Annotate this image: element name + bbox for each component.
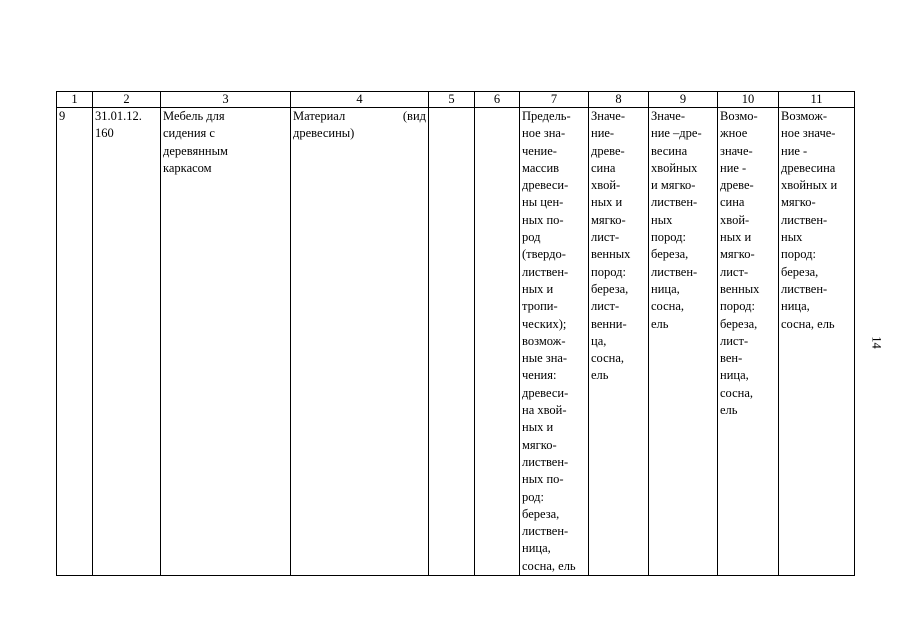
cell-text-line: Возмо- xyxy=(720,109,758,123)
cell-text-line: деревянным xyxy=(163,143,228,158)
cell-text-line: береза, xyxy=(720,316,758,331)
cell-text-line: пород: xyxy=(651,230,686,245)
cell-text-line: ных и xyxy=(720,230,752,245)
cell-text-line: ных по- xyxy=(522,212,564,227)
cell-text-line: лист- xyxy=(720,264,749,279)
cell-text-line: береза, xyxy=(522,506,560,521)
cell-text-line: ных по- xyxy=(522,472,564,487)
cell-value xyxy=(589,108,649,576)
cell-text-line: древесина xyxy=(781,160,836,175)
cell-text-line: хвой- xyxy=(720,212,750,227)
cell-text-line: ца, xyxy=(591,333,607,348)
cell-text-line: листвен- xyxy=(651,195,698,210)
cell-text-line: ных xyxy=(651,212,673,227)
cell-text-line: листвен- xyxy=(522,454,569,469)
cell-text-line: Мебель для xyxy=(163,109,225,123)
cell-text-line: пород: xyxy=(591,264,626,279)
cell-text-line: ние- xyxy=(591,126,615,141)
column-header: 8 xyxy=(589,92,649,108)
cell-text-line: сосна, xyxy=(651,299,685,314)
column-header: 11 xyxy=(779,92,855,108)
table-header-row xyxy=(57,92,855,108)
cell-text-line: лист- xyxy=(591,299,620,314)
cell-product-name xyxy=(161,108,291,576)
cell-text-line: вен- xyxy=(720,351,743,366)
cell-text-line: мягко- xyxy=(591,212,626,227)
cell-text-line: сина xyxy=(720,195,745,210)
column-header: 10 xyxy=(718,92,779,108)
cell-possible-value xyxy=(718,108,779,576)
cell-limit-value xyxy=(520,108,589,576)
cell-text-line: хвойных xyxy=(651,160,698,175)
cell-text-line: лист- xyxy=(591,230,620,245)
column-header: 7 xyxy=(520,92,589,108)
cell-text-line: жное xyxy=(720,126,748,141)
cell-text-line: древеси- xyxy=(522,178,569,193)
cell-text-line: хвой- xyxy=(591,178,621,193)
cell-text-line: массив xyxy=(522,160,560,175)
cell-text-line: Значе- xyxy=(591,109,625,123)
cell-text-line: ных и xyxy=(522,420,554,435)
cell-characteristic xyxy=(291,108,429,576)
cell-text-line: мягко- xyxy=(781,195,816,210)
column-header: 6 xyxy=(475,92,520,108)
cell-text-line: на хвой- xyxy=(522,403,567,418)
characteristic-text: древесины) xyxy=(293,126,355,141)
cell-text-line: (твердо- xyxy=(522,247,566,262)
column-header: 5 xyxy=(429,92,475,108)
cell-text-line: ние –дре- xyxy=(651,126,702,141)
cell-text-line: листвен- xyxy=(651,264,698,279)
cell-text-line: пород: xyxy=(720,299,755,314)
cell-text-line: ное зна- xyxy=(522,126,566,141)
cell-empty xyxy=(475,108,520,576)
cell-text-line: мягко- xyxy=(522,437,557,452)
cell-text-line: ческих); xyxy=(522,316,567,331)
cell-text-line: сосна, xyxy=(720,385,754,400)
cell-text-line: 160 xyxy=(95,126,114,141)
cell-text-line: венни- xyxy=(591,316,627,331)
cell-row-number xyxy=(57,108,93,576)
specification-table xyxy=(56,91,855,576)
cell-text-line: листвен- xyxy=(781,281,828,296)
cell-text-line: береза, xyxy=(781,264,819,279)
cell-text-line: сосна, ель xyxy=(781,316,835,331)
cell-text-line: ница, xyxy=(651,281,680,296)
cell-text-line: венных xyxy=(591,247,631,262)
cell-text-line: ель xyxy=(591,368,609,383)
cell-text-line: ных xyxy=(781,230,803,245)
cell-text-line: сидения с xyxy=(163,126,215,141)
column-header: 1 xyxy=(57,92,93,108)
cell-text-line: древеси- xyxy=(522,385,569,400)
table-row xyxy=(57,108,855,576)
cell-text-line: возмож- xyxy=(522,333,566,348)
cell-text-line: сосна, xyxy=(591,351,625,366)
cell-text-line: ное значе- xyxy=(781,126,836,141)
cell-text-line: береза, xyxy=(591,281,629,296)
cell-text-line: 31.01.12. xyxy=(95,109,142,123)
cell-empty xyxy=(429,108,475,576)
characteristic-text: Материал xyxy=(293,109,346,123)
cell-text-line: род xyxy=(522,230,541,245)
cell-text-line: ных и xyxy=(522,281,554,296)
cell-text-line: древе- xyxy=(591,143,625,158)
page-number: 14 xyxy=(869,336,884,349)
cell-text-line: ние - xyxy=(781,143,808,158)
cell-text-line: 9 xyxy=(59,109,66,123)
cell-text-line: Предель- xyxy=(522,109,571,123)
cell-text-line: ель xyxy=(720,403,738,418)
cell-text-line: весина xyxy=(651,143,688,158)
column-header: 9 xyxy=(649,92,718,108)
cell-text-line: сина xyxy=(591,160,616,175)
cell-text-line: листвен- xyxy=(781,212,828,227)
cell-text-line: ные зна- xyxy=(522,351,568,366)
cell-text-line: сосна, ель xyxy=(522,558,576,573)
cell-okpd-code xyxy=(93,108,161,576)
cell-text-line: лист- xyxy=(720,333,749,348)
cell-text-line: и мягко- xyxy=(651,178,696,193)
cell-text-line: ница, xyxy=(522,541,551,556)
cell-text-line: мягко- xyxy=(720,247,755,262)
cell-text-line: венных xyxy=(720,281,760,296)
characteristic-text: (вид xyxy=(402,109,426,123)
cell-text-line: Возмож- xyxy=(781,109,827,123)
cell-text-line: чения: xyxy=(522,368,557,383)
cell-text-line: ных и xyxy=(591,195,623,210)
cell-text-line: береза, xyxy=(651,247,689,262)
cell-text-line: пород: xyxy=(781,247,816,262)
cell-text-line: ница, xyxy=(720,368,749,383)
column-header: 2 xyxy=(93,92,161,108)
cell-text-line: тропи- xyxy=(522,299,558,314)
cell-text-line: древе- xyxy=(720,178,754,193)
column-header: 4 xyxy=(291,92,429,108)
cell-text-line: род: xyxy=(522,489,544,504)
cell-text-line: ница, xyxy=(781,299,810,314)
cell-text-line: листвен- xyxy=(522,264,569,279)
cell-text-line: ны цен- xyxy=(522,195,564,210)
cell-text-line: Значе- xyxy=(651,109,685,123)
cell-text-line: значе- xyxy=(720,143,753,158)
cell-text-line: чение- xyxy=(522,143,557,158)
cell-text-line: листвен- xyxy=(522,524,569,539)
cell-text-line: ние - xyxy=(720,160,747,175)
cell-text-line: каркасом xyxy=(163,160,212,175)
cell-text-line: хвойных и xyxy=(781,178,838,193)
cell-possible-value xyxy=(779,108,855,576)
column-header: 3 xyxy=(161,92,291,108)
cell-value xyxy=(649,108,718,576)
cell-text-line: ель xyxy=(651,316,669,331)
